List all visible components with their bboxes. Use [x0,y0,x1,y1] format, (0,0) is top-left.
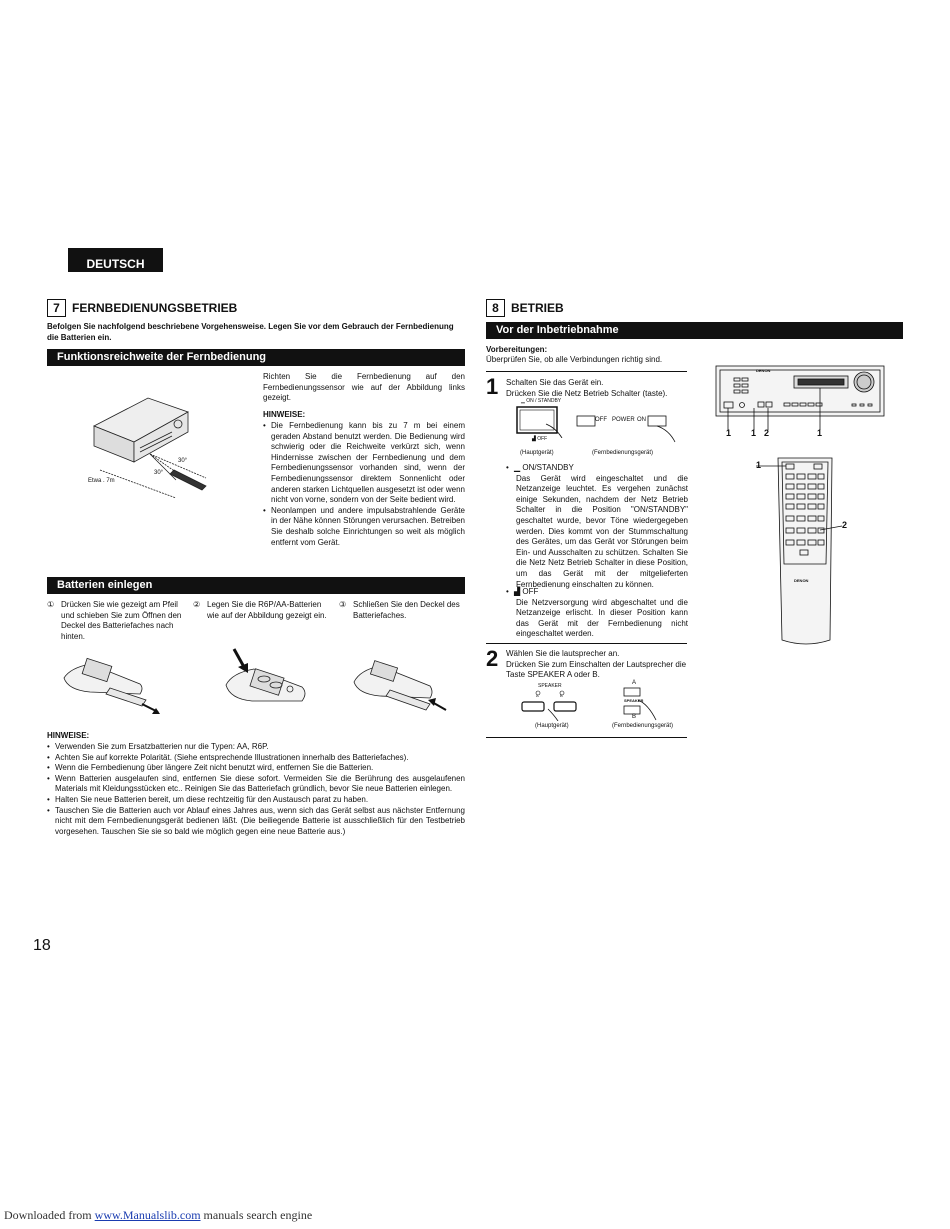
speaker-main-caption: (Hauptgerät) [535,723,569,729]
remote-speaker-label: SPEAKER [624,698,644,703]
battery-notes [47,742,465,837]
receiver-illustration [712,364,892,440]
range-text: Richten Sie die Fernbedienung auf den Fernbedienungssensor wie auf der Abbildung links gezeigt. [263,372,465,403]
callout-1: 1 [726,428,732,438]
speaker-a-label: A [536,693,539,698]
range-notes [263,421,465,548]
step-text: Drücken Sie wie gezeigt am Pfeil und schieben Sie zum Öffnen den Deckel des Batteriefaches nach hinten. [61,600,182,641]
angle-label-2: 30° [154,470,164,476]
step-marker: ② [193,600,201,609]
range-bar: Funktionsreichweite der Fernbedienung [47,349,465,366]
footer [4,1208,312,1223]
divider [486,371,687,372]
on-standby-bullet [506,463,688,590]
step-marker: ① [47,600,55,609]
step-marker: ③ [339,600,347,609]
remote-illustration [756,454,852,650]
battery-bar: Batterien einlegen [47,577,465,594]
battery-step-1 [47,600,187,642]
footer-suffix: manuals search engine [203,1208,313,1222]
step-1-line-1: Schalten Sie das Gerät ein. [506,378,604,387]
speaker-remote-caption: (Fernbedienungsgerät) [612,723,674,729]
on-standby-label: ▁ ON / STANDBY [521,398,562,404]
callout-1: 1 [817,428,823,438]
off-bullet [506,587,688,640]
step-2-number: 2 [486,646,499,671]
prep-title: Vorbereitungen: [486,345,548,354]
page-number: 18 [33,937,51,954]
battery-note: • Tauschen Sie die Batterien auch vor Ablauf eines Jahres aus, wenn sich das Gerät selbst aus nächster Entfernung nicht mit dem Fernbedienungsgerät bedienen läßt. (Die beiliegende Batterie ist ausschließlich für den Testbetrieb vorgesehen. Tauschen Sie sie so bald wie möglich gegen eine neue Batterie aus.) [47,806,465,838]
range-note: • Neonlampen und andere impulsabstrahlende Geräte in der Nähe können Störungen verursachen. Betreiben Sie deshalb solche Einrichtungen so weit als möglich entfernt vom Gerät. [263,506,465,548]
remote-callout-2: 2 [842,520,848,530]
battery-notes-title: HINWEISE: [47,731,90,740]
section-8-heading [486,299,564,317]
language-tab: DEUTSCH [68,248,163,272]
power-button-main-figure [512,398,584,460]
off-text: Die Netzversorgung wird abgeschaltet und die Netzanzeige erlischt. In dieser Position kann das Gerät mit der Fernbedienung nicht eingeschaltet werden. [516,597,688,639]
footer-prefix: Downloaded from [4,1208,92,1222]
battery-step-2 [193,600,333,621]
remote-power-label: POWER [612,417,635,423]
speaker-remote-figure [612,680,674,736]
step-2-instructions [506,649,690,681]
battery-note: • Wenn Batterien ausgelaufen sind, entfernen Sie diese sofort. Vermeiden Sie die Berührung des ausgelaufenen Materials mit Kleidungsstücken etc.. Reinigen Sie das Batteriefach gründlich, bevor Sie neue Batterien einlegen. [47,774,465,795]
remote-b-label: B [632,714,637,720]
angle-label-1: 30° [178,458,188,464]
remote-on-label: ON [637,417,646,423]
step-2-line-1: Wählen Sie die lautsprecher an. [506,649,620,658]
on-standby-title: • ▁ ON/STANDBY [506,463,574,472]
speaker-b-label: B [560,693,563,698]
section-8-number: 8 [486,299,505,317]
remote-caption: (Fernbedienungsgerät) [592,450,654,456]
step-1-line-2: Drücken Sie die Netz Betrieb Schalter (taste). [506,388,668,398]
manualslib-link[interactable]: www.Manualslib.com [94,1208,201,1222]
callout-2: 2 [764,428,770,438]
remote-a-label: A [632,680,637,686]
battery-note: • Wenn die Fernbedienung über längere Zeit nicht benutzt wird, entfernen Sie die Batterien. [47,763,465,774]
battery-illustration-open [60,648,170,718]
off-title: • ▟ OFF [506,587,539,596]
power-button-remote-figure [575,410,685,460]
remote-callout-1: 1 [756,460,762,470]
speaker-label: SPEAKER [538,683,562,689]
section-7-title: FERNBEDIENUNGSBETRIEB [72,301,238,315]
section-7-intro: Befolgen Sie nachfolgend beschriebene Vorgehensweise. Legen Sie vor dem Gebrauch der Fernbedienung die Batterien ein. [47,322,454,342]
main-unit-caption: (Hauptgerät) [520,450,554,456]
remote-off-label: OFF [595,417,607,423]
battery-step-3 [339,600,465,621]
remote-brand: DENON [794,578,809,583]
callout-1: 1 [751,428,757,438]
battery-illustration-insert [222,645,322,720]
section-7-heading [47,299,237,317]
receiver-brand: DENON [756,368,771,373]
step-text: Legen Sie die R6P/AA-Batterien wie auf der Abbildung gezeigt ein. [207,600,327,620]
distance-label: Etwa . 7m [88,478,115,484]
battery-note: • Achten Sie auf korrekte Polarität. (Siehe entsprechende Illustrationen innerhalb des Batteriefaches). [47,753,465,764]
range-diagram [80,390,260,500]
divider [486,737,687,738]
battery-illustration-close [350,648,450,720]
speaker-main-figure [520,683,584,733]
battery-note: • Verwenden Sie zum Ersatzbatterien nur die Typen: AA, R6P. [47,742,465,753]
divider [486,643,687,644]
battery-note: • Halten Sie neue Batterien bereit, um diese rechtzeitig für den Austausch parat zu haben. [47,795,465,806]
section-8-title: BETRIEB [511,301,564,315]
preparation-bar: Vor der Inbetriebnahme [486,322,903,339]
range-note: • Die Fernbedienung kann bis zu 7 m bei einem geraden Abstand benutzt werden. Die Bedienung wird schwierig oder die Reichweite verkürzt sich, wenn Hindernisse zwischen der Fernbedienung und dem Fernbedienungssensor vorhanden sind, wenn der Fernbedienungssensor direktem Sonnenlicht oder anderen starken Lichtquellen ausgesetzt ist oder wenn nicht von vorne, sondern von der Seite bedient wird. [263,421,465,506]
off-label: ▟ OFF [532,436,548,442]
range-notes-title: HINWEISE: [263,410,306,419]
on-standby-text: Das Gerät wird eingeschaltet und die Netzanzeige leuchtet. Es vergehen zunächst einige Sekunden, nachdem der Netz Betrieb Schalter in die Position "ON/STANDBY" geschaltet wurde, bevor Töne wiedergegeben werden. Dies kommt von der Stummschaltung des Gerätes, um das Gerät vor Störungen beim Ein- und Ausschalten zu schützen. Schalten Sie die Netz Netz Betrieb Schalter in diese Position, um das Gerät mit der mitgelieferten Fernbedienung einschalten zu können. [516,473,688,589]
step-text: Schließen Sie den Deckel des Batteriefaches. [353,600,460,620]
step-1-number: 1 [486,374,499,399]
step-1-instructions [506,378,688,399]
step-2-line-2: Drücken Sie zum Einschalten der Lautsprecher die Taste SPEAKER A oder B. [506,659,687,680]
section-7-number: 7 [47,299,66,317]
prep-text: Überprüfen Sie, ob alle Verbindungen richtig sind. [486,355,663,364]
